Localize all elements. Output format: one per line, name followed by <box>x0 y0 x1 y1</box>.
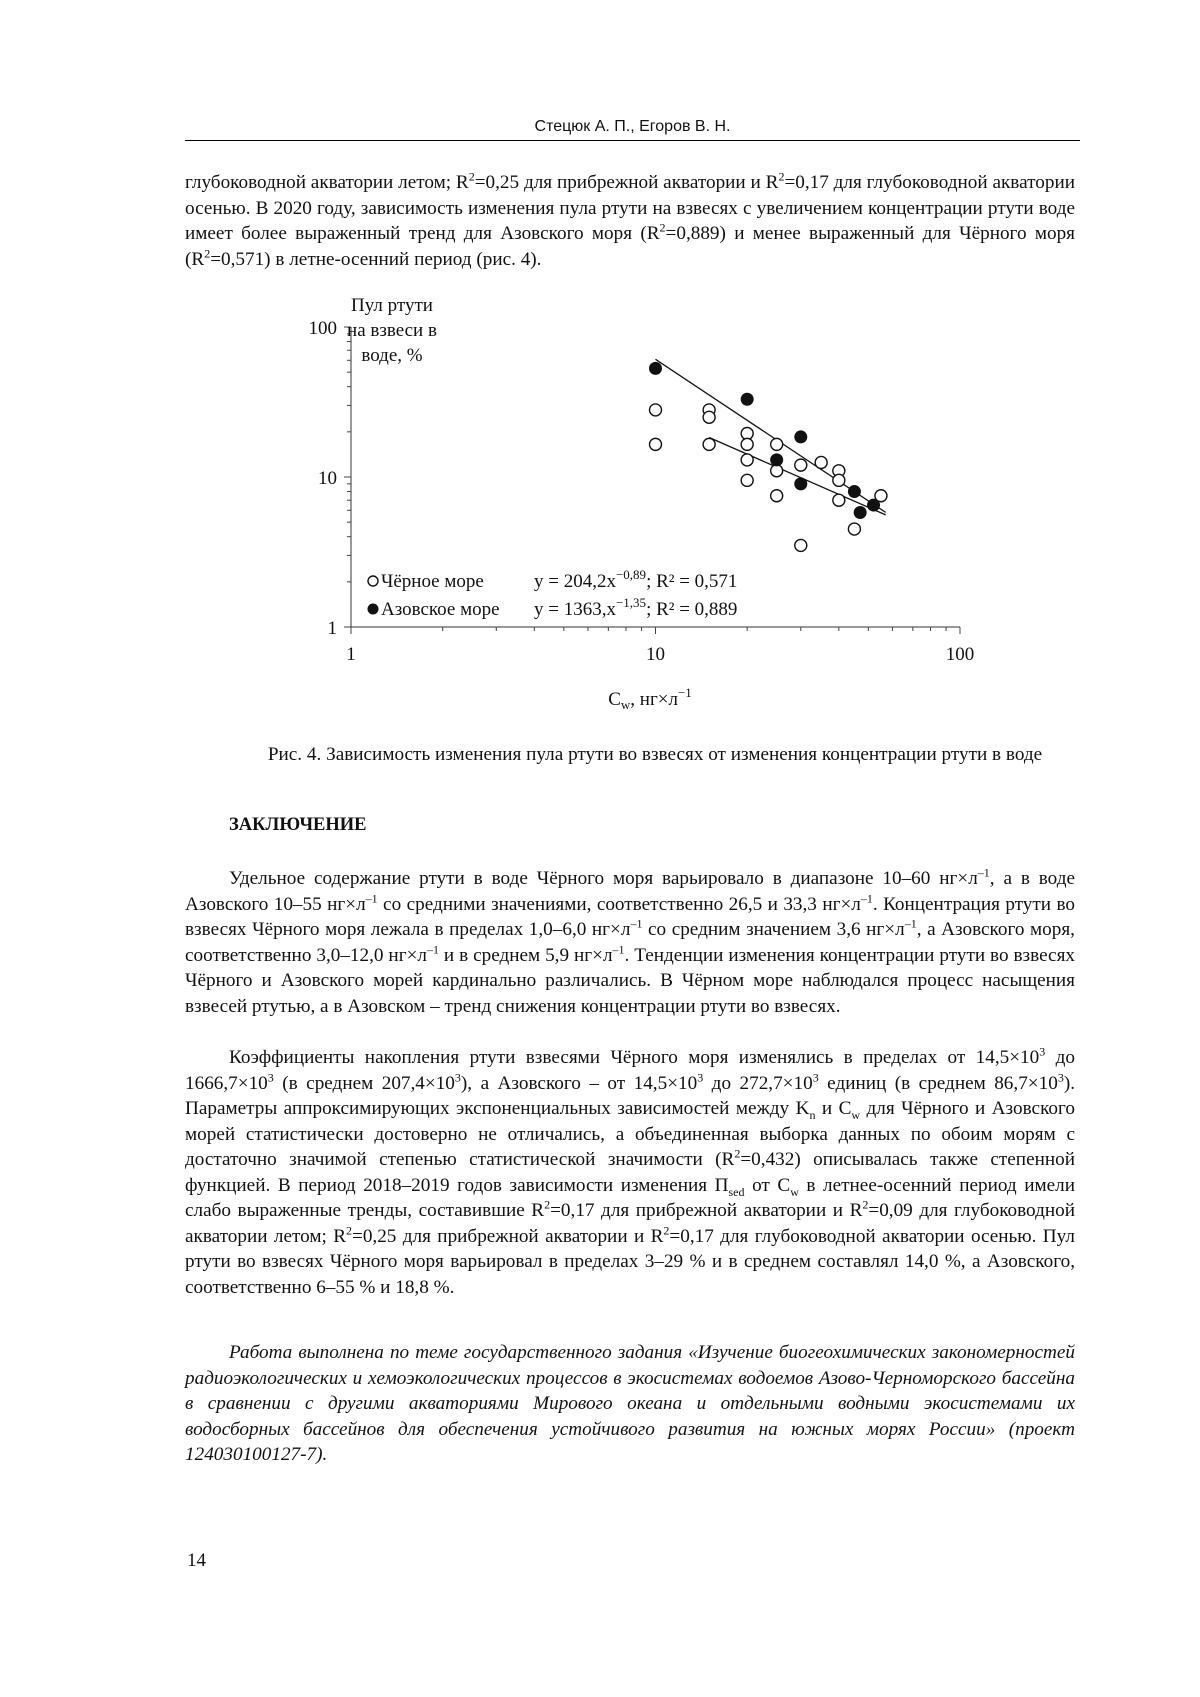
page-number: 14 <box>187 1550 206 1571</box>
point-black-sea <box>650 438 662 450</box>
point-black-sea <box>741 438 753 450</box>
legend-label-black-sea: Чёрное море <box>381 571 484 592</box>
legend-entry-black-sea <box>368 567 737 592</box>
point-black-sea <box>771 438 783 450</box>
y-tick-label: 1 <box>327 618 337 639</box>
point-black-sea <box>833 474 845 486</box>
conclusion-paragraph-1: Удельное содержание ртути в воде Чёрного моря варьировало в диапазоне 10–60 $нг\times л^{-1}$, а в воде Азовского 10–55 $нг\times л^{-1}$ со средними значениями, соответственно 26,5 и 33,3 $нг\times л^{-1}$. Концентрация ртути во взвесях Чёрного моря лежала в пределах 1,0–6,0 $нг\times л^{-1}$ со средним значением 3,6 $нг\times л^{-1}$, а Азовского моря, соответственно 3,0–12,0 $нг\times л^{-1}$ и в среднем 5,9 $нг\times л^{-1}$. Тенденции изменения концентрации ртути во взвесях Чёрного и Азовского морей кардинально различались. В Чёрном море наблюдался процесс насыщения взвесей ртутью, а в Азовском – тренд снижения концентрации ртути во взвесях. <box>185 865 1076 1017</box>
point-black-sea <box>703 438 715 450</box>
legend-marker-filled-circle <box>368 604 379 615</box>
x-tick-label: 10 <box>646 644 665 665</box>
point-black-sea <box>771 465 783 477</box>
point-azov-sea <box>854 506 867 519</box>
legend <box>368 567 738 620</box>
chart-points <box>649 362 887 552</box>
legend-entry-azov-sea <box>368 595 738 620</box>
x-tick-label: 1 <box>346 644 356 665</box>
point-azov-sea <box>794 477 807 490</box>
figure-caption: Рис. 4. Зависимость изменения пула ртути во взвесях от изменения концентрации ртути в воде <box>267 744 1043 765</box>
y-axis-label <box>347 295 437 366</box>
point-azov-sea <box>649 362 662 375</box>
legend-marker-open-circle <box>368 576 378 586</box>
intro-paragraph: глубоководной акватории летом; $R^2=0,25$ для прибрежной акватории и $R^2=0,17$ для глубоководной акватории осенью. В 2020 году, зависимость изменения пула ртути на взвесях с увеличением концентрации ртути воде имеет более выраженный тренд для Азовского моря $(R^2=0,889)$ и менее выраженный для Чёрного моря $(R^2=0,571)$ в летне-осенний период (рис. 4). <box>185 169 1075 270</box>
y-tick-label: 10 <box>318 468 337 489</box>
acknowledgment-paragraph: Работа выполнена по теме государственного задания «Изучение биогеохимических закономерностей радиоэкологических и хемоэкологических процессов в экосистемах водоемов Азово-Черноморского бассейна в сравнении с другими акваториями Мирового океана и отдельными водными экосистемами их водосборных бассейнов для обеспечения устойчивого развития на южных морях России» (проект 124030100127-7). <box>185 1342 1075 1465</box>
point-black-sea <box>741 454 753 466</box>
section-heading: ЗАКЛЮЧЕНИЕ <box>229 815 367 835</box>
equation-azov-sea: $y = 1363,x^{-1,35}$; R² = 0,889 <box>534 595 738 620</box>
point-azov-sea <box>867 499 880 512</box>
point-black-sea <box>741 474 753 486</box>
trendline-black-sea <box>709 437 886 514</box>
point-black-sea <box>848 523 860 535</box>
point-azov-sea <box>770 453 783 466</box>
point-black-sea <box>795 539 807 551</box>
figure-4-chart <box>0 0 1200 740</box>
point-black-sea <box>703 411 715 423</box>
point-black-sea <box>815 456 827 468</box>
x-tick-label: 100 <box>945 644 975 665</box>
point-azov-sea <box>848 485 861 498</box>
point-black-sea <box>795 459 807 471</box>
point-black-sea <box>771 490 783 502</box>
y-axis-label-line-2: на взвеси в <box>347 320 437 341</box>
equation-black-sea: $y = 204,2x^{-0,89}$; R² = 0,571 <box>534 567 738 592</box>
y-tick-label: 100 <box>308 318 337 339</box>
x-axis-label: $C_w$, $нг\times л^{-1}$ <box>608 685 692 712</box>
running-header: Стецюк А. П., Егоров В. Н. <box>534 118 731 135</box>
point-azov-sea <box>741 393 754 406</box>
y-axis-label-line-1: Пул ртути <box>351 295 433 316</box>
y-axis-label-line-3: воде, % <box>361 345 423 366</box>
legend-label-azov-sea: Азовское море <box>381 599 500 620</box>
point-black-sea <box>833 494 845 506</box>
conclusion-paragraph-2: Коэффициенты накопления ртути взвесями Чёрного моря изменялись в пределах от $14,5\times 10^3$ до $1666,7\times 10^3$ (в среднем $207,4\times 10^3$), а Азовского – от $14,5\times 10^3$ до $272,7\times 10^3$ единиц (в среднем $86,7\times 10^3$). Параметры аппроксимирующих экспоненциальных зависимостей между $K_n$ и $C_w$ для Чёрного и Азовского морей статистически достоверно не отличались, а объединенная выборка данных по обоим морям с достаточно значимой степенью статистической значимости $(R^2=0,432)$ описывалась также степенной функцией. В период 2018–2019 годов зависимости изменения $П_{sed}$ от $C_w$ в летнее-осенний период имели слабо выраженные тренды, составившие $R^2=0,17$ для прибрежной акватории и $R^2=0,09$ для глубоководной акватории летом; $R^2=0,25$ для прибрежной акватории и $R^2=0,17$ для глубоководной акватории осенью. Пул ртути во взвесях Чёрного моря варьировал в пределах 3–29 % и в среднем составлял 14,0 %, а Азовского, соответственно 6–55 % и 18,8 %. <box>185 1044 1075 1298</box>
point-azov-sea <box>794 430 807 443</box>
point-black-sea <box>650 404 662 416</box>
